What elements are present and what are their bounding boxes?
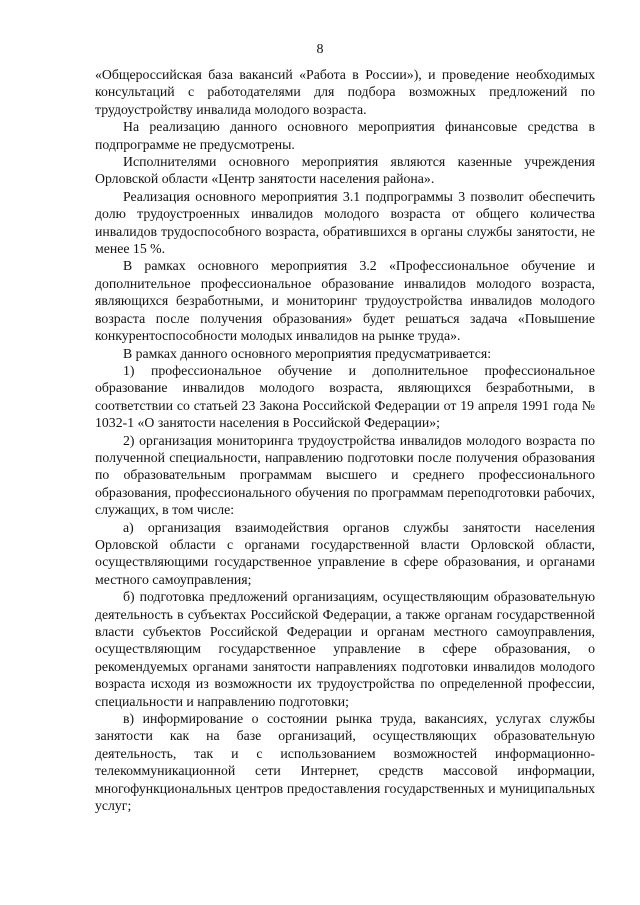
- paragraph-provisions-intro: В рамках данного основного мероприятия предусматривается:: [123, 345, 492, 361]
- list-item-2c: в) информирование о состоянии рынка труда, вакансиях, услугах службы занятости как на базе организаций, осуществляющих образовательную деятельность, так и с использованием возможностей информационно-телекоммуникационной сети Интернет, средств массовой информации, многофункциональных центров предоставления государственных и муниципальных услуг;: [95, 711, 595, 814]
- list-item-1: 1) профессиональное обучение и дополнительное профессиональное образование инвалидов молодого возраста, являющихся безработными, в соответствии со статьей 23 Закона Российской Федерации от 19 апреля 1991 года № 1032-1 «О занятости населения в Российской Федерации»;: [95, 362, 595, 431]
- paragraph-measure-3-1: Реализация основного мероприятия 3.1 подпрограммы 3 позволит обеспечить долю трудоустроенных инвалидов молодого возраста от общего количества инвалидов трудоспособного возраста, обратившихся в органы службы занятости, не менее 15 %.: [95, 188, 595, 257]
- paragraph-funding: На реализацию данного основного мероприятия финансовые средства в подпрограмме не предусмотрены.: [95, 119, 595, 152]
- paragraph-continuation: «Общероссийская база вакансий «Работа в России»), и проведение необходимых консультаций с работодателями для подбора возможных предложений по трудоустройству инвалида молодого возраста.: [95, 67, 595, 117]
- document-body: [95, 66, 595, 814]
- paragraph-executors: Исполнителями основного мероприятия являются казенные учреждения Орловской области «Центр занятости населения района».: [95, 154, 595, 187]
- list-item-2: 2) организация мониторинга трудоустройства инвалидов молодого возраста по полученной специальности, направлению подготовки после получения образования по образовательным программам высшего и среднего профессионального образования, профессионального обучения по программам переподготовки рабочих, служащих, в том числе:: [95, 432, 595, 518]
- page-number: 8: [316, 42, 324, 57]
- list-item-2a: а) организация взаимодействия органов службы занятости населения Орловской области с органами государственной власти Орловской области, осуществляющими государственное управление в сфере образования, и органами местного самоуправления;: [95, 519, 595, 587]
- list-item-2b: б) подготовка предложений организациям, осуществляющим образовательную деятельность в субъектах Российской Федерации, а также органам государственной власти субъектов Российской Федерации и органам местного самоуправления, осуществляющим государственное управление в сфере образования, о рекомендуемых органами занятости направлениях подготовки инвалидов молодого возраста исходя из возможности их трудоустройства по определенной профессии, специальности и направлению подготовки;: [95, 589, 595, 709]
- paragraph-measure-3-2: В рамках основного мероприятия 3.2 «Профессиональное обучение и дополнительное профессиональное образование инвалидов молодого возраста, являющихся безработными, и мониторинг трудоустройства инвалидов молодого возраста после получения образования» будет решаться задача «Повышение конкурентоспособности молодых инвалидов на рынке труда».: [95, 258, 595, 344]
